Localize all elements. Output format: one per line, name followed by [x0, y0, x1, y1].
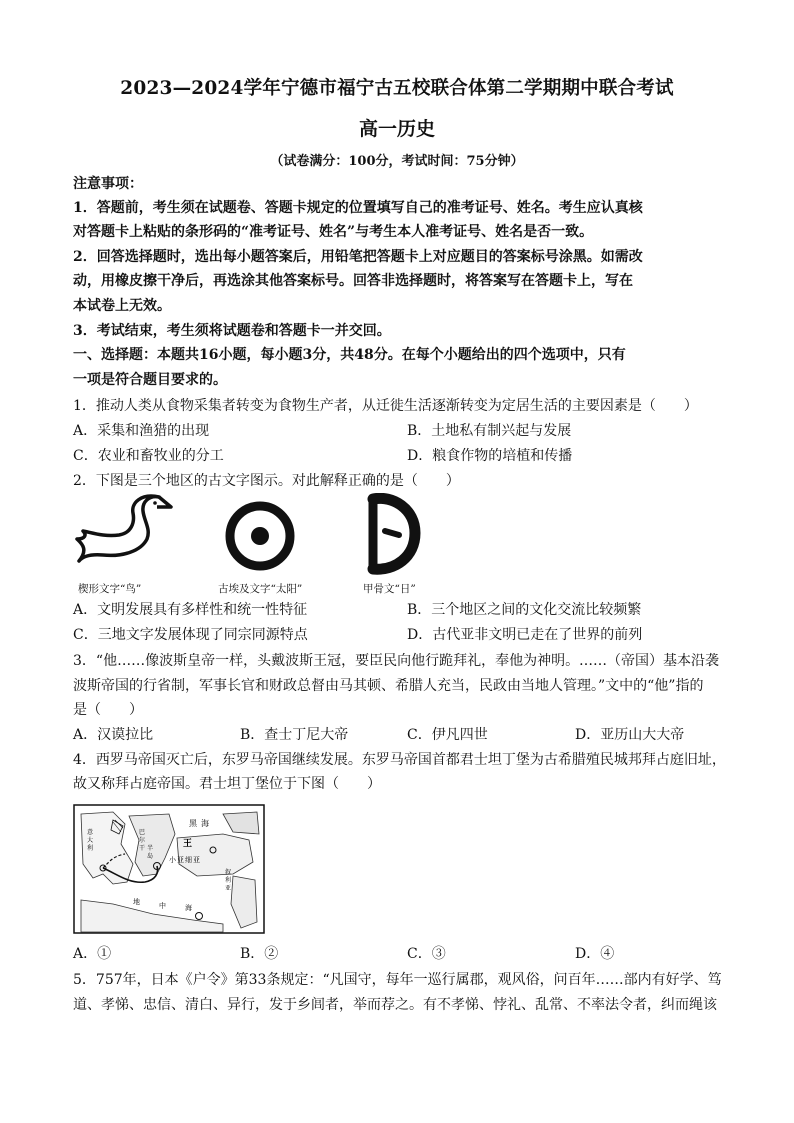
map-label: 意: [87, 829, 94, 836]
q4-option-c: C．③: [407, 946, 446, 962]
map-label: 细: [185, 856, 192, 864]
q1-option-c: C．农业和畜牧业的分工: [73, 448, 224, 464]
exam-subject: 高一历史: [358, 118, 435, 140]
q2-option-c: C．三地文字发展体现了同宗同源特点: [73, 627, 308, 643]
section-heading-cont: 一项是符合题目要求的。: [73, 372, 227, 388]
q1-option-a: A．采集和渔猎的出现: [73, 423, 210, 439]
map-label: 亚: [225, 885, 232, 892]
map-label: 利: [225, 877, 232, 884]
map-label: 岛: [147, 853, 154, 860]
oracle-bone-sun-figure: [363, 493, 423, 577]
q2-option-a: A．文明发展具有多样性和统一性特征: [73, 602, 308, 618]
notice-line: 对答题卡上粘贴的条形码的“准考证号、姓名”与考生本人准考证号、姓名是否一致。: [73, 224, 594, 240]
q3-stem-cont: 波斯帝国的行省制，军事长官和财政总督由马其顿、希腊人充当，民政由当地人管理。”文中的“他”指的: [73, 678, 704, 694]
map-label: 尔: [139, 837, 146, 844]
q2-option-d: D．古代亚非文明已走在了世界的前列: [407, 627, 643, 643]
exam-title: 2023—2024学年宁德市福宁古五校联合体第二学期期中联合考试: [120, 78, 674, 99]
map-label: 王: [183, 839, 193, 849]
q4-option-d: D．④: [575, 946, 615, 962]
q2-caption-cuneiform: 楔形文字“鸟”: [78, 583, 142, 595]
map-label: 海: [185, 904, 192, 912]
notice-line: 3．考试结束，考生须将试题卷和答题卡一并交回。: [73, 323, 391, 339]
map-label: 黑: [189, 819, 197, 828]
q4-stem-cont: 故又称拜占庭帝国。君士坦丁堡位于下图（ ）: [73, 776, 381, 792]
map-label: 地: [133, 898, 140, 906]
q2-stem: 2．下图是三个地区的古文字图示。对此解释正确的是（ ）: [73, 473, 460, 489]
q1-stem: 1．推动人类从食物采集者转变为食物生产者，从迁徙生活逐渐转变为定居生活的主要因素是（ ）: [73, 398, 698, 414]
q4-option-b: B．②: [240, 946, 279, 962]
map-label: 中: [159, 902, 166, 910]
map-label: 亚: [177, 856, 184, 864]
cuneiform-bird-figure: [75, 493, 175, 573]
q5-stem: 5．757年，日本《户令》第33条规定：“凡国守，每年一巡行属郡，观风俗，问百年……部内有好学、笃: [73, 972, 722, 988]
q5-stem-cont: 道、孝悌、忠信、清白、异行，发于乡闾者，举而荐之。有不孝悌、悖礼、乱常、不率法令者，纠而绳该: [73, 997, 717, 1013]
q3-stem-end: 是（ ）: [73, 702, 143, 718]
map-label: 大: [87, 837, 94, 844]
map-label: 小: [169, 856, 176, 864]
q3-option-c: C．伊凡四世: [407, 727, 488, 743]
q1-option-d: D．粮食作物的培植和传播: [407, 448, 573, 464]
q3-option-a: A．汉谟拉比: [73, 727, 154, 743]
q3-option-d: D．亚历山大大帝: [575, 727, 685, 743]
map-label: 干: [139, 845, 146, 852]
byzantine-map-figure: [73, 804, 265, 934]
notice-heading: 注意事项：: [73, 176, 143, 192]
map-label: 半: [147, 845, 154, 852]
section-heading: 一、选择题：本题共16小题，每小题3分，共48分。在每个小题给出的四个选项中，只有: [73, 347, 626, 363]
q2-caption-oracle: 甲骨文“日”: [363, 583, 416, 595]
egyptian-sun-figure: [219, 495, 301, 577]
notice-line: 动，用橡皮擦干净后，再选涂其他答案标号。回答非选择题时，将答案写在答题卡上，写在: [73, 273, 633, 289]
q4-stem: 4．西罗马帝国灭亡后，东罗马帝国继续发展。东罗马帝国首都君士坦丁堡为古希腊殖民城邦拜占庭旧址，: [73, 752, 726, 768]
exam-meta: （试卷满分：100分，考试时间：75分钟）: [270, 154, 524, 169]
map-label: 叙: [225, 869, 232, 876]
notice-line: 1．答题前，考生须在试题卷、答题卡规定的位置填写自己的准考证号、姓名。考生应认真核: [73, 200, 643, 216]
q3-option-b: B．查士丁尼大帝: [240, 727, 349, 743]
q2-option-b: B．三个地区之间的文化交流比较频繁: [407, 602, 642, 618]
map-label: 海: [201, 819, 209, 828]
notice-line: 2．回答选择题时，选出每小题答案后，用铅笔把答题卡上对应题目的答案标号涂黑。如需改: [73, 249, 643, 265]
notice-line: 本试卷上无效。: [73, 298, 171, 314]
q4-option-a: A．①: [73, 946, 112, 962]
q2-caption-egyptian: 古埃及文字“太阳”: [218, 583, 303, 595]
map-label: 亚: [193, 856, 200, 864]
q3-stem: 3．“他……像波斯皇帝一样，头戴波斯王冠，要臣民向他行跪拜礼，奉他为神明。……（帝国）基本沿袭: [73, 653, 720, 669]
map-label: 利: [87, 845, 94, 852]
map-label: 巴: [139, 829, 146, 836]
q1-option-b: B．土地私有制兴起与发展: [407, 423, 572, 439]
